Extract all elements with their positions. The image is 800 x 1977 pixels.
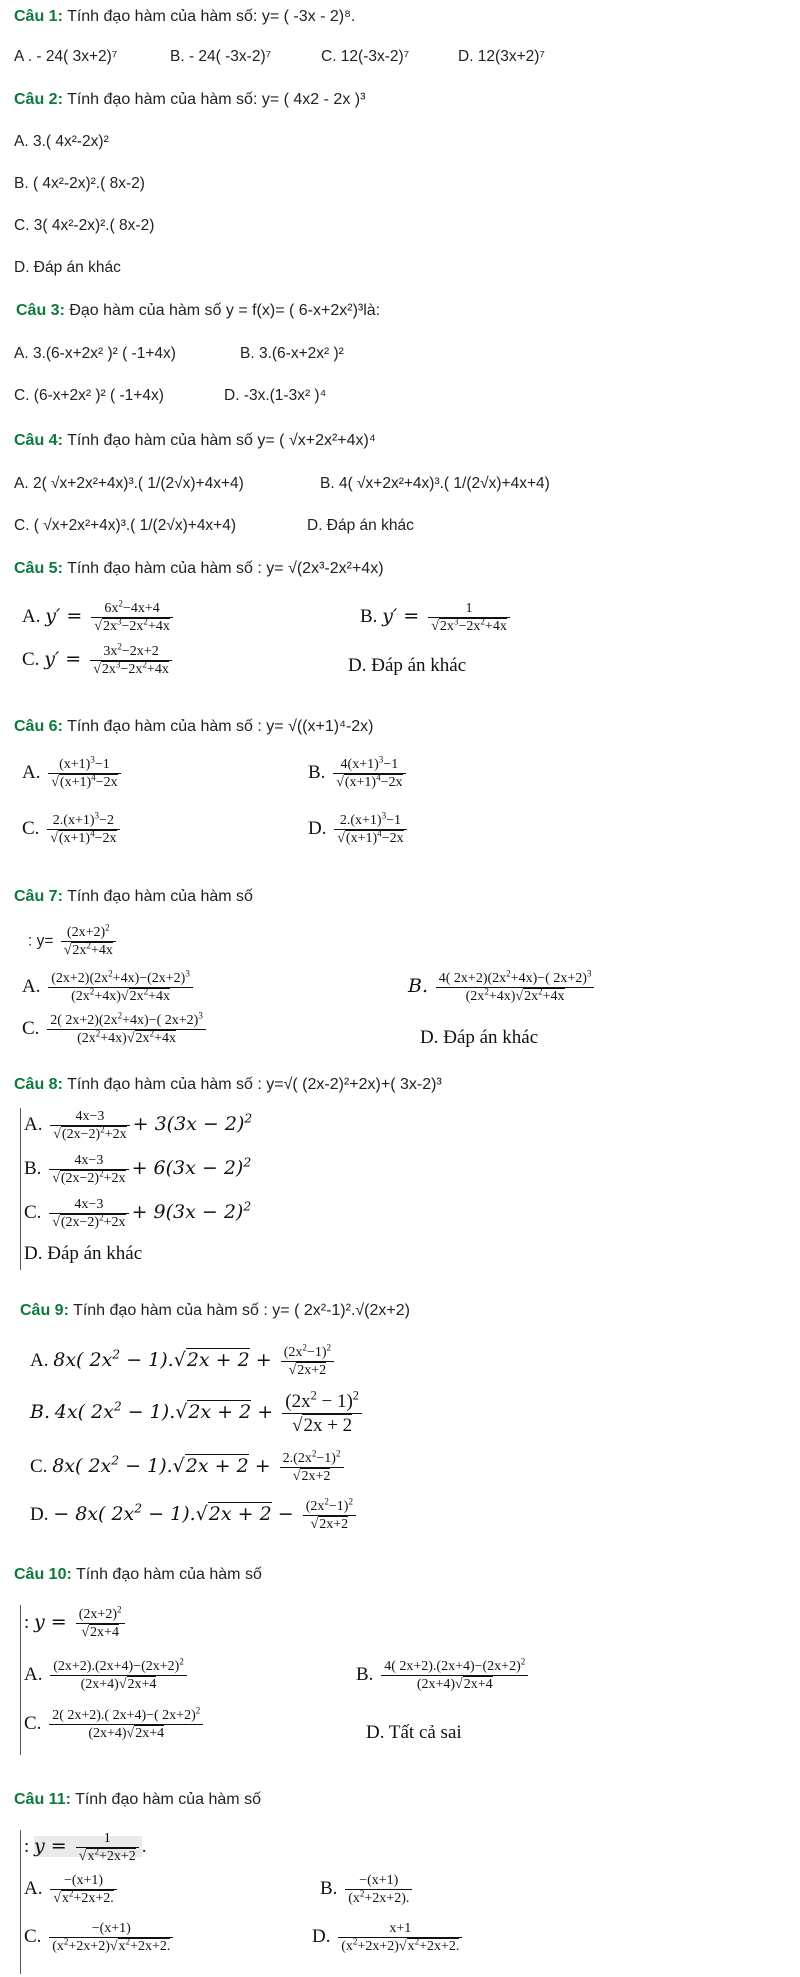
question-6-option-d: D. $\frac{2.(x+1)^3-1}{√(x+1)^4-2x}$ bbox=[308, 812, 410, 847]
option-letter: B. bbox=[408, 974, 429, 997]
option-letter: C. bbox=[24, 1712, 42, 1734]
question-text: Tính đạo hàm của hàm số y= ( √x+2x²+4x)⁴ bbox=[62, 432, 376, 449]
option-letter: A. bbox=[24, 1113, 43, 1135]
option-letter: C. bbox=[22, 1017, 40, 1039]
option-letter: A. bbox=[22, 761, 41, 783]
option-letter: A. bbox=[22, 975, 41, 997]
question-text: Tính đạo hàm của hàm số: y= ( -3x - 2)⁸. bbox=[62, 8, 356, 25]
question-2-option-a: A. 3.( 4x²-2x)² bbox=[14, 133, 109, 150]
option-letter: A. bbox=[24, 1663, 43, 1685]
question-4-option-d: D. Đáp án khác bbox=[307, 517, 414, 534]
option-letter: C. bbox=[22, 648, 40, 670]
question-10-option-d: D. Tất cả sai bbox=[366, 1722, 462, 1743]
question-3-option-a: A. 3.(6-x+2x² )² ( -1+4x) bbox=[14, 345, 176, 362]
math-block-border bbox=[20, 1830, 21, 1974]
question-10-title bbox=[14, 1566, 262, 1584]
question-number: Câu 1: bbox=[14, 8, 63, 25]
question-9-title bbox=[20, 1302, 410, 1320]
question-9-option-a: A. 8x( $2x^2 - 1).√2x + 2$ + $\frac{(2x^2-1)^2}{√2x+2}$ bbox=[30, 1344, 337, 1379]
question-7-option-d: D. Đáp án khác bbox=[420, 1027, 539, 1048]
question-11-function: : y = $\frac{1}{√x^2+2x+2}$ . bbox=[24, 1831, 147, 1864]
question-1-option-d: D. 12(3x+2)⁷ bbox=[458, 48, 546, 65]
question-7-function: : y= $\frac{(2x+2)^2}{√2x^2+4x}$ bbox=[28, 924, 119, 959]
math-block-border bbox=[20, 1108, 21, 1270]
question-1-option-a: A . - 24( 3x+2)⁷ bbox=[14, 48, 118, 65]
question-text: Tính đạo hàm của hàm số : y= √(2x³-2x²+4x) bbox=[62, 560, 384, 577]
question-10-function: : y = $\frac{(2x+2)^2}{√2x+4}$ bbox=[24, 1606, 128, 1641]
option-letter: A. bbox=[22, 605, 41, 627]
math-block-border bbox=[20, 1605, 21, 1755]
question-5-option-b: B. y′ = $\frac{1}{√2x^3-2x^2+4x}$ bbox=[360, 600, 513, 635]
option-letter: B. bbox=[320, 1877, 338, 1899]
question-11-option-a: A. $\frac{-(x+1)}{√x^2+2x+2.}$ bbox=[24, 1872, 120, 1907]
question-text: Tính đạo hàm của hàm số : y=√( (2x-2)²+2x)+( 3x-2)³ bbox=[62, 1076, 442, 1093]
question-number: Câu 11: bbox=[14, 1791, 71, 1808]
question-1-title bbox=[14, 8, 355, 26]
question-6-title bbox=[14, 718, 374, 736]
question-1-option-b: B. - 24( -3x-2)⁷ bbox=[170, 48, 272, 65]
question-number: Câu 2: bbox=[14, 91, 63, 108]
question-9-option-d: D. − 8x( $2x^2 - 1).√2x + 2$ − $\frac{(2x^2-1)^2}{√2x+2}$ bbox=[30, 1498, 359, 1533]
question-11-option-d: D. $\frac{x+1}{(x^2+2x+2)√x^2+2x+2.}$ bbox=[312, 1920, 465, 1955]
option-letter: B. bbox=[24, 1157, 42, 1179]
question-8-option-c: C. $\frac{4x-3}{√(2x-2)^2+2x}$ + $9(3x - 2)^2$ bbox=[24, 1197, 252, 1230]
question-8-option-a: A. $\frac{4x-3}{√(2x-2)^2+2x}$ + $3(3x - 2)^2$ bbox=[24, 1109, 253, 1142]
option-letter: B. bbox=[360, 605, 378, 627]
question-6-option-b: B. $\frac{4(x+1)^3-1}{√(x+1)^4-2x}$ bbox=[308, 756, 409, 791]
question-3-title bbox=[16, 302, 380, 320]
option-letter: C. bbox=[24, 1925, 42, 1947]
question-1-option-c: C. 12(-3x-2)⁷ bbox=[321, 48, 410, 65]
option-letter: D. bbox=[30, 1503, 49, 1525]
question-11-option-b: B. $\frac{-(x+1)}{(x^2+2x+2).}$ bbox=[320, 1872, 415, 1907]
question-2-option-b: B. ( 4x²-2x)².( 8x-2) bbox=[14, 175, 145, 192]
option-letter: D. bbox=[312, 1925, 331, 1947]
question-3-option-c: C. (6-x+2x² )² ( -1+4x) bbox=[14, 387, 164, 404]
question-number: Câu 8: bbox=[14, 1076, 63, 1093]
question-text: Tính đạo hàm của hàm số bbox=[70, 1791, 261, 1808]
question-7-option-a: A. $\frac{(2x+2)(2x^2+4x)-(2x+2)^3}{(2x^2+4x)√2x^2+4x}$ bbox=[22, 970, 196, 1005]
question-5-title bbox=[14, 560, 384, 578]
question-10-option-a: A. $\frac{(2x+2).(2x+4)-(2x+2)^2}{(2x+4)√2x+4}$ bbox=[24, 1658, 190, 1693]
question-4-option-a: A. 2( √x+2x²+4x)³.( 1/(2√x)+4x+4) bbox=[14, 475, 244, 492]
question-9-option-b: B. 4x( $2x^2 - 1).√2x + 2$ + $\frac{(2x^2 - 1)^2}{√2x + 2}$ bbox=[30, 1390, 365, 1437]
question-4-option-c: C. ( √x+2x²+4x)³.( 1/(2√x)+4x+4) bbox=[14, 517, 237, 534]
question-5-option-a: A. y′ = $\frac{6x^2-4x+4}{√2x^3-2x^2+4x}$ bbox=[22, 600, 176, 635]
question-8-title bbox=[14, 1076, 442, 1094]
question-text: Tính đạo hàm của hàm số bbox=[71, 1566, 262, 1583]
question-8-option-d: D. Đáp án khác bbox=[24, 1243, 143, 1264]
option-letter: B. bbox=[30, 1400, 51, 1423]
question-11-title bbox=[14, 1791, 261, 1809]
question-6-option-a: A. $\frac{(x+1)^3-1}{√(x+1)^4-2x}$ bbox=[22, 756, 124, 791]
question-2-title bbox=[14, 91, 365, 109]
question-5-option-d: D. Đáp án khác bbox=[348, 655, 467, 676]
question-number: Câu 3: bbox=[16, 302, 65, 319]
question-9-option-c: C. 8x( $2x^2 - 1).√2x + 2$ + $\frac{2.(2x^2-1)^2}{√2x+2}$ bbox=[30, 1450, 347, 1485]
option-letter: C. bbox=[24, 1201, 42, 1223]
question-4-option-b: B. 4( √x+2x²+4x)³.( 1/(2√x)+4x+4) bbox=[320, 475, 550, 492]
question-number: Câu 7: bbox=[14, 888, 63, 905]
question-number: Câu 4: bbox=[14, 432, 63, 449]
option-letter: A. bbox=[24, 1877, 43, 1899]
question-7-option-c: C. $\frac{2( 2x+2)(2x^2+4x)-( 2x+2)^3}{(2x^2+4x)√2x^2+4x}$ bbox=[22, 1012, 209, 1047]
question-3-option-d: D. -3x.(1-3x² )⁴ bbox=[224, 387, 327, 404]
option-letter: C. bbox=[22, 817, 40, 839]
question-number: Câu 5: bbox=[14, 560, 63, 577]
option-letter: A. bbox=[30, 1349, 49, 1371]
question-text: Tính đạo hàm của hàm số: y= ( 4x2 - 2x )³ bbox=[62, 91, 366, 108]
question-11-option-c: C. $\frac{-(x+1)}{(x^2+2x+2)√x^2+2x+2.}$ bbox=[24, 1920, 176, 1955]
question-number: Câu 6: bbox=[14, 718, 63, 735]
question-2-option-d: D. Đáp án khác bbox=[14, 259, 121, 276]
option-letter: B. bbox=[356, 1663, 374, 1685]
option-letter: C. bbox=[30, 1455, 48, 1477]
question-2-option-c: C. 3( 4x²-2x)².( 8x-2) bbox=[14, 217, 155, 234]
question-text: Đạo hàm của hàm số y = f(x)= ( 6-x+2x²)³là: bbox=[64, 302, 381, 319]
question-7-title bbox=[14, 888, 253, 906]
question-number: Câu 10: bbox=[14, 1566, 72, 1583]
question-5-option-c: C. y′ = $\frac{3x^2-2x+2}{√2x^3-2x^2+4x}$ bbox=[22, 643, 175, 678]
question-4-title bbox=[14, 432, 376, 450]
question-8-option-b: B. $\frac{4x-3}{√(2x-2)^2+2x}$ + $6(3x - 2)^2$ bbox=[24, 1153, 252, 1186]
question-6-option-c: C. $\frac{2.(x+1)^3-2}{√(x+1)^4-2x}$ bbox=[22, 812, 123, 847]
option-letter: D. bbox=[308, 817, 327, 839]
question-number: Câu 9: bbox=[20, 1302, 69, 1319]
question-text: Tính đạo hàm của hàm số : y= √((x+1)⁴-2x) bbox=[62, 718, 374, 735]
question-text: Tính đạo hàm của hàm số : y= ( 2x²-1)².√(2x+2) bbox=[68, 1302, 410, 1319]
question-10-option-c: C. $\frac{2( 2x+2).( 2x+4)-( 2x+2)^2}{(2x+4)√2x+4}$ bbox=[24, 1707, 206, 1742]
question-text: Tính đạo hàm của hàm số bbox=[62, 888, 253, 905]
question-7-option-b: B. $\frac{4( 2x+2)(2x^2+4x)-( 2x+2)^3}{(2x^2+4x)√2x^2+4x}$ bbox=[408, 970, 597, 1005]
question-3-option-b: B. 3.(6-x+2x² )² bbox=[240, 345, 344, 362]
question-10-option-b: B. $\frac{4( 2x+2).(2x+4)-(2x+2)^2}{(2x+4)√2x+4}$ bbox=[356, 1658, 531, 1693]
option-letter: B. bbox=[308, 761, 326, 783]
